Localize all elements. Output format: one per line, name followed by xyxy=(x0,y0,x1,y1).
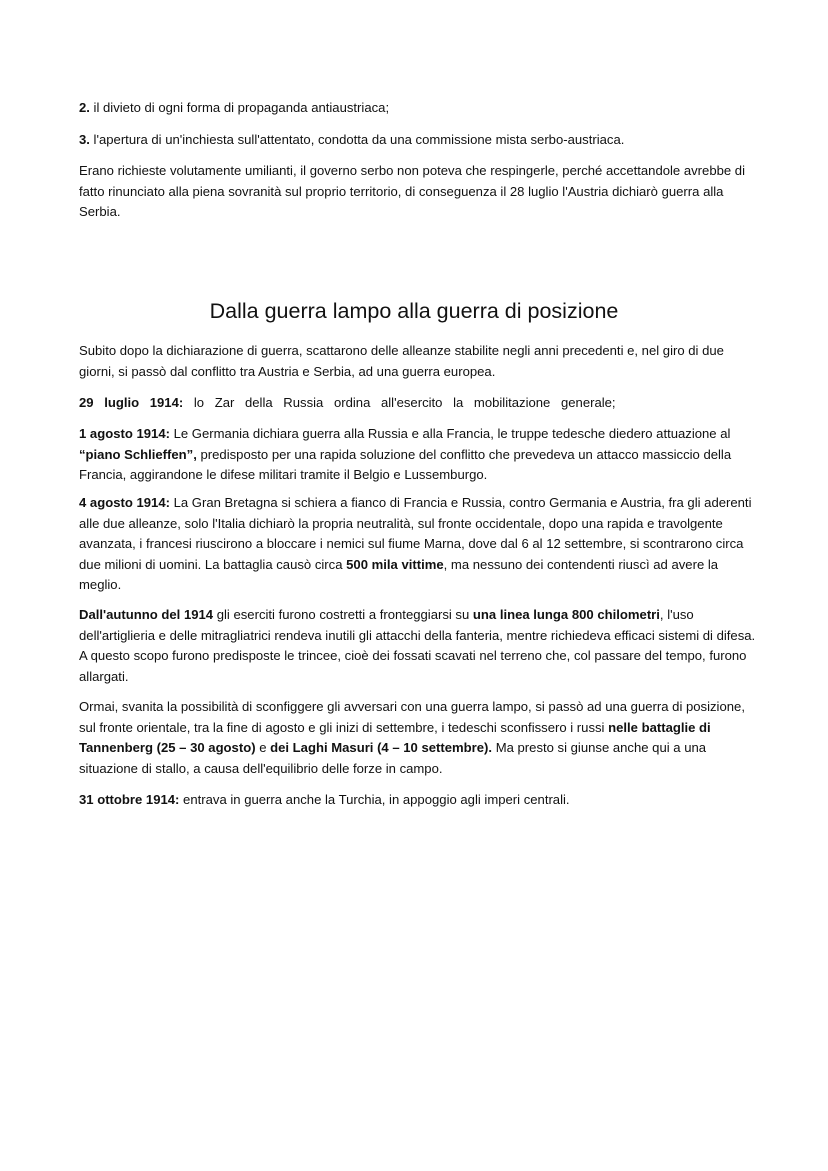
event-text: gli eserciti furono costretti a fronteggiarsi su xyxy=(213,607,473,622)
event-text: , l'uso dell'artiglieria e delle mitragliatrici rendeva inutili gli attacchi della fanteria, mentre richiedeva efficaci sistemi di difesa. A questo scopo furono predisposte le trincee, cioè dei fossati scavati nel terreno che, col passare del tempo, furono allargati. xyxy=(79,607,756,684)
section-title: Dalla guerra lampo alla guerra di posizione xyxy=(209,299,619,323)
section-intro-paragraph: Subito dopo la dichiarazione di guerra, scattarono delle alleanze stabilite negli anni precedenti e, nel giro di due giorni, si passò dal conflitto tra Austria e Serbia, ad una guerra europea. xyxy=(79,343,724,379)
event-text: lo Zar della Russia ordina all'esercito la mobilitazione generale; xyxy=(183,395,616,410)
event-highlight: “piano Schlieffen”, xyxy=(79,446,197,462)
list-text: il divieto di ogni forma di propaganda antiaustriaca; xyxy=(89,100,390,115)
event-july-29 xyxy=(79,393,759,414)
event-highlight: nelle battaglie di Tannenberg (25 – 30 agosto) xyxy=(79,719,711,755)
event-august-4 xyxy=(79,493,759,596)
event-highlight: dei Laghi Masuri (4 – 10 settembre). xyxy=(270,740,493,755)
list-item-3 xyxy=(79,130,759,151)
event-text: Ma presto si giunse anche qui a una situazione di stallo, a causa dell'equilibrio delle forze in campo. xyxy=(79,740,707,776)
event-text: Ormai, svanita la possibilità di sconfiggere gli avversari con una guerra lampo, si passò ad una guerra di posizione, sul fronte orientale, tra la fine di agosto e gli inizi di settembre, i tedeschi sconfissero i russi xyxy=(79,699,745,735)
list-item-2 xyxy=(79,98,759,119)
list-text: l'apertura di un'inchiesta sull'attentato, condotta da una commissione mista serbo-austriaca. xyxy=(89,132,625,147)
event-text: entrava in guerra anche la Turchia, in appoggio agli imperi centrali. xyxy=(179,792,570,807)
event-text: predisposto per una rapida soluzione del conflitto che prevedeva un attacco massiccio della Francia, aggirandone le difese militari tramite il Belgio e Lussemburgo. xyxy=(79,446,732,482)
list-number: 3. xyxy=(79,132,90,147)
event-highlight: una linea lunga 800 chilometri xyxy=(472,607,660,622)
event-date: Dall'autunno del 1914 xyxy=(79,607,214,622)
event-date: 1 agosto 1914: xyxy=(79,426,170,441)
event-date: 4 agosto 1914: xyxy=(79,495,170,510)
event-text: La Gran Bretagna si schiera a fianco di Francia e Russia, contro Germania e Austria, fra gli aderenti alle due alleanze, solo l'Italia dichiarò la propria neutralità, sul fronte occidentale, dopo una rapida e travolgente avanzata, i francesi riuscirono a bloccare i nemici sul fiume Marna, dove dal 6 al 12 settembre, si scontrarono circa due milioni di uomini. La battaglia causò circa xyxy=(79,495,752,572)
event-date: 29 luglio 1914: xyxy=(79,395,184,410)
event-text: Le Germania dichiara guerra alla Russia e alla Francia, le truppe tedesche diedero attuazione al xyxy=(169,426,731,441)
event-text: e xyxy=(255,740,271,755)
event-highlight: 500 mila vittime xyxy=(346,556,444,572)
event-date: 31 ottobre 1914: xyxy=(79,792,180,807)
event-autumn-1914 xyxy=(79,605,759,687)
list-number: 2. xyxy=(79,100,90,115)
intro-paragraph: Erano richieste volutamente umilianti, il governo serbo non poteva che respingerle, perché accettandole avrebbe di fatto rinunciato alla piena sovranità sul proprio territorio, di conseguenza il 28 luglio l'Austria dichiarò guerra alla Serbia. xyxy=(79,163,745,219)
event-october-31 xyxy=(79,790,759,811)
event-august-1 xyxy=(79,424,759,486)
position-war-paragraph xyxy=(79,697,759,779)
event-text: , ma nessuno dei contendenti riuscì ad avere la meglio. xyxy=(79,556,719,592)
